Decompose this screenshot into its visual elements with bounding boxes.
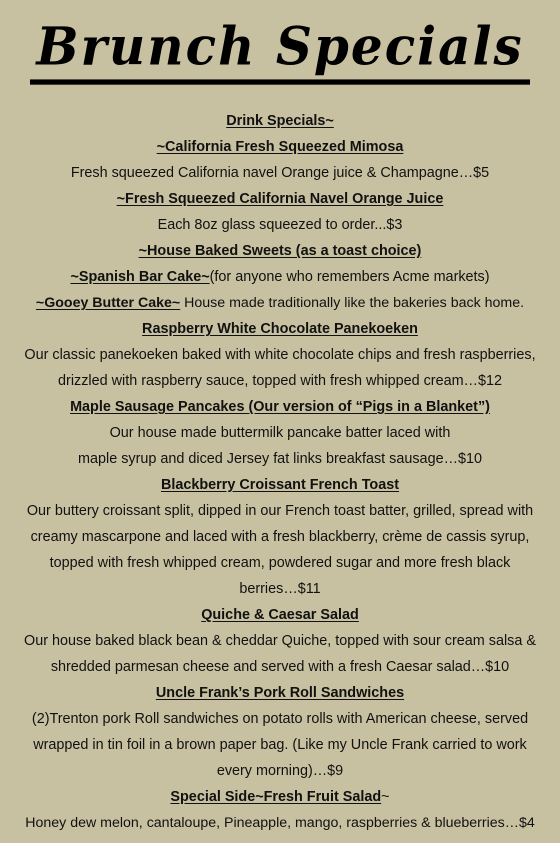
- menu-item-description-line: Our classic panekoeken baked with white chocolate chips and fresh raspberries,: [24, 347, 536, 363]
- side-name-line: [0, 784, 560, 810]
- oj-name-line: [0, 186, 560, 212]
- menu-item-name-line: [0, 602, 560, 628]
- drink-specials-header-line: [0, 108, 560, 134]
- menu-item-name-line: [0, 472, 560, 498]
- menu-item-description-line: (2)Trenton pork Roll sandwiches on potato rolls with American cheese, served: [31, 711, 529, 727]
- gooey-butter-cake-name: ~Gooey Butter Cake~: [35, 295, 181, 311]
- gooey-butter-cake-description: House made traditionally like the bakeries back home.: [180, 295, 525, 311]
- menu-item-name: Blackberry Croissant French Toast: [160, 477, 400, 493]
- menu-item-description-line: every morning)…$9: [216, 763, 344, 779]
- drink-specials-header: Drink Specials~: [226, 113, 334, 129]
- sweets-header: ~House Baked Sweets (as a toast choice): [138, 243, 422, 259]
- menu-content: [0, 108, 560, 836]
- menu-item-description-line: topped with fresh whipped cream, powdered sugar and more fresh black: [49, 555, 511, 571]
- mimosa-description: Fresh squeezed California navel Orange juice & Champagne…$5: [70, 165, 490, 181]
- oj-description: Each 8oz glass squeezed to order...$3: [157, 217, 403, 233]
- menu-item-name-line: [0, 680, 560, 706]
- side-description: Honey dew melon, cantaloupe, Pineapple, mango, raspberries & blueberries…$4: [25, 815, 535, 831]
- menu-item-name-line: [0, 316, 560, 342]
- oj-name: ~Fresh Squeezed California Navel Orange Juice: [116, 191, 444, 207]
- menu-item-description-line: Our house made buttermilk pancake batter laced with: [109, 425, 451, 441]
- menu-item-name: Quiche & Caesar Salad: [201, 607, 359, 623]
- spanish-bar-cake-line: [0, 264, 560, 290]
- title-area: [0, 16, 560, 83]
- side-suffix: ~: [381, 789, 390, 805]
- menu-item-description-line: drizzled with raspberry sauce, topped with fresh whipped cream…$12: [58, 373, 502, 389]
- menu-item-description-line: creamy mascarpone and laced with a fresh blackberry, crème de cassis syrup,: [30, 529, 530, 545]
- menu-items: [0, 316, 560, 784]
- side-name: Special Side~Fresh Fruit Salad: [170, 789, 382, 805]
- menu-item-description-line: berries…$11: [239, 581, 321, 597]
- gooey-butter-cake-line: [0, 290, 560, 316]
- menu-item-description-line: Our house baked black bean & cheddar Quiche, topped with sour cream salsa &: [24, 633, 536, 649]
- menu-item-description-line: shredded parmesan cheese and served with a fresh Caesar salad…$10: [50, 659, 510, 675]
- page-title: Brunch Specials: [30, 14, 529, 84]
- mimosa-name: ~California Fresh Squeezed Mimosa: [156, 139, 404, 155]
- menu-item-name: Uncle Frank’s Pork Roll Sandwiches: [155, 685, 405, 701]
- mimosa-name-line: [0, 134, 560, 160]
- spanish-bar-cake-name: ~Spanish Bar Cake~: [70, 269, 210, 285]
- menu-item-name: Maple Sausage Pancakes (Our version of “Pigs in a Blanket”): [70, 399, 490, 415]
- menu-item-description-line: wrapped in tin foil in a brown paper bag. (Like my Uncle Frank carried to work: [33, 737, 527, 753]
- menu-item-name: Raspberry White Chocolate Panekoeken: [142, 321, 418, 337]
- menu-item-name-line: [0, 394, 560, 420]
- menu-item-description-line: maple syrup and diced Jersey fat links breakfast sausage…$10: [78, 451, 482, 467]
- sweets-header-line: [0, 238, 560, 264]
- menu-item-description-line: Our buttery croissant split, dipped in our French toast batter, grilled, spread with: [26, 503, 534, 519]
- spanish-bar-cake-description: (for anyone who remembers Acme markets): [209, 269, 490, 285]
